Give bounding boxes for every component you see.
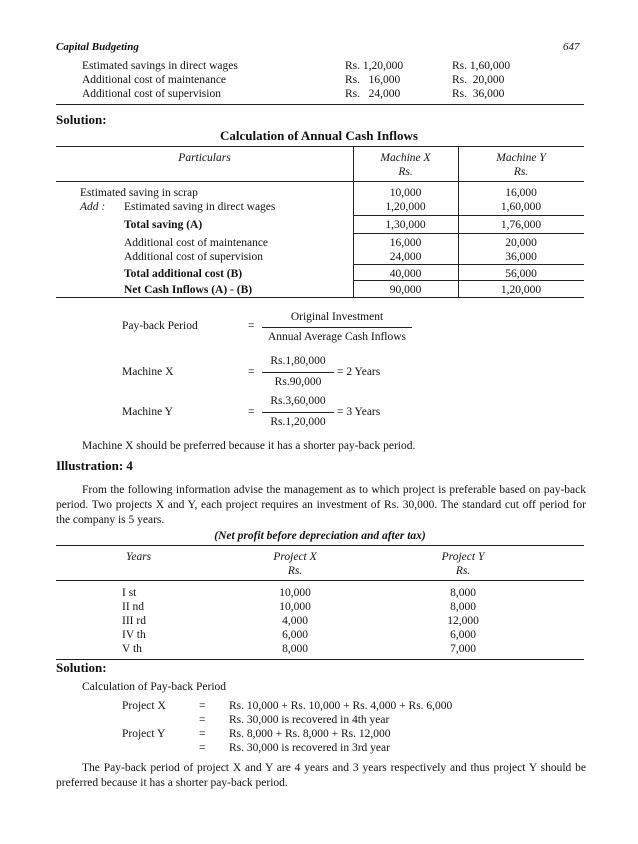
top-row-x: Rs. 24,000 bbox=[345, 88, 401, 100]
table-rule bbox=[56, 181, 584, 182]
cell-y: 56,000 bbox=[505, 268, 537, 280]
divider bbox=[56, 104, 584, 105]
project-y-cell: 12,000 bbox=[447, 615, 479, 627]
fraction-bar bbox=[262, 327, 412, 328]
col-project-y-unit: Rs. bbox=[455, 565, 471, 577]
machine-y-result: = 3 Years bbox=[337, 406, 381, 418]
top-row-y: Rs. 20,000 bbox=[452, 74, 505, 86]
table-rule bbox=[56, 297, 584, 298]
row-label: Estimated saving in direct wages bbox=[124, 201, 276, 213]
table-rule bbox=[56, 659, 584, 660]
running-title: Capital Budgeting bbox=[56, 41, 139, 53]
table-rule bbox=[56, 545, 584, 546]
col-project-y: Project Y bbox=[441, 551, 485, 563]
machine-x-label: Machine X bbox=[122, 366, 174, 378]
fraction-bar bbox=[262, 412, 334, 413]
row-label: Estimated saving in scrap bbox=[80, 187, 198, 199]
col-years: Years bbox=[126, 551, 152, 563]
cell-y: 1,20,000 bbox=[500, 284, 542, 296]
add-label: Add : bbox=[80, 201, 106, 213]
project-y-cell: 8,000 bbox=[450, 601, 476, 613]
machine-x-numerator: Rs.1,80,000 bbox=[270, 355, 326, 367]
payback-label: Pay-back Period bbox=[122, 320, 198, 332]
col-project-x: Project X bbox=[273, 551, 317, 563]
top-row-x: Rs. 1,20,000 bbox=[345, 60, 404, 72]
machine-y-label: Machine Y bbox=[122, 406, 173, 418]
project-x-cell: 6,000 bbox=[282, 629, 308, 641]
project-y-cell: 7,000 bbox=[450, 643, 476, 655]
equals-sign: = bbox=[248, 366, 255, 378]
table-rule bbox=[353, 280, 584, 281]
machine-x-result: = 2 Years bbox=[337, 366, 381, 378]
col-machine-x-unit: Rs. bbox=[398, 166, 413, 178]
cell-x: 1,20,000 bbox=[385, 201, 426, 213]
final-conclusion: The Pay-back period of project X and Y are 4 years and 3 years respectively and thus project Y should be preferred because it has a shorter pay-back period. bbox=[56, 762, 586, 789]
project-x-label: Project X bbox=[122, 700, 166, 712]
project-y-sum: Rs. 8,000 + Rs. 8,000 + Rs. 12,000 bbox=[229, 728, 391, 740]
top-row-label: Estimated savings in direct wages bbox=[82, 60, 238, 72]
year-cell: I st bbox=[122, 587, 137, 599]
cell-x: 1,30,000 bbox=[385, 219, 426, 231]
machine-y-denominator: Rs.1,20,000 bbox=[270, 416, 326, 428]
cell-x: 16,000 bbox=[389, 237, 422, 249]
row-label: Total saving (A) bbox=[124, 219, 203, 231]
payback-denominator: Annual Average Cash Inflows bbox=[267, 331, 407, 343]
year-cell: III rd bbox=[122, 615, 146, 627]
machine-y-numerator: Rs.3,60,000 bbox=[270, 395, 326, 407]
cell-y: 36,000 bbox=[505, 251, 537, 263]
year-cell: II nd bbox=[122, 601, 145, 613]
col-machine-y: Machine Y bbox=[496, 152, 546, 164]
cell-x: 40,000 bbox=[389, 268, 422, 280]
project-y-recovery: Rs. 30,000 is recovered in 3rd year bbox=[229, 742, 390, 754]
project-y-cell: 6,000 bbox=[450, 629, 476, 641]
year-cell: V th bbox=[122, 643, 142, 655]
project-y-label: Project Y bbox=[122, 728, 166, 740]
table-rule bbox=[56, 146, 584, 147]
equals-sign: = bbox=[199, 714, 206, 726]
table-caption: (Net profit before depreciation and after tax) bbox=[214, 530, 426, 542]
project-x-cell: 10,000 bbox=[279, 601, 311, 613]
payback-calc-heading: Calculation of Pay-back Period bbox=[82, 681, 227, 693]
top-row-y: Rs. 1,60,000 bbox=[452, 60, 511, 72]
cell-x: 10,000 bbox=[389, 187, 422, 199]
row-label: Additional cost of maintenance bbox=[124, 237, 269, 249]
col-project-x-unit: Rs. bbox=[287, 565, 303, 577]
cell-x: 90,000 bbox=[389, 284, 422, 296]
top-row-label: Additional cost of supervision bbox=[82, 88, 221, 100]
solution-heading: Solution: bbox=[56, 112, 107, 127]
cell-x: 24,000 bbox=[389, 251, 422, 263]
cell-y: 1,76,000 bbox=[500, 219, 542, 231]
project-y-cell: 8,000 bbox=[450, 587, 476, 599]
project-x-recovery: Rs. 30,000 is recovered in 4th year bbox=[229, 714, 390, 726]
col-machine-x: Machine X bbox=[380, 152, 431, 164]
project-x-cell: 4,000 bbox=[282, 615, 308, 627]
solution-conclusion: Machine X should be preferred because it has a shorter pay-back period. bbox=[82, 440, 416, 452]
illustration-text: From the following information advise the management as to which project is preferable based on pay-back period. Two projects X and Y, each project requires an investment of Rs. 30,000. The standard cut off period for the company is 5 years. bbox=[56, 484, 586, 526]
project-x-sum: Rs. 10,000 + Rs. 10,000 + Rs. 4,000 + Rs. 6,000 bbox=[229, 700, 453, 712]
fraction-bar bbox=[262, 372, 334, 373]
table-title: Calculation of Annual Cash Inflows bbox=[220, 128, 418, 143]
row-label: Additional cost of supervision bbox=[124, 251, 263, 263]
top-row-x: Rs. 16,000 bbox=[345, 74, 401, 86]
table-rule bbox=[353, 233, 584, 234]
top-row-y: Rs. 36,000 bbox=[452, 88, 505, 100]
equals-sign: = bbox=[199, 728, 206, 740]
payback-numerator: Original Investment bbox=[290, 311, 384, 323]
machine-x-denominator: Rs.90,000 bbox=[274, 376, 322, 388]
table-rule bbox=[353, 264, 584, 265]
table-rule bbox=[56, 580, 584, 581]
table-rule bbox=[353, 215, 584, 216]
row-label: Net Cash Inflows (A) - (B) bbox=[124, 284, 253, 296]
page-number: 647 bbox=[563, 41, 580, 53]
cell-y: 16,000 bbox=[505, 187, 537, 199]
project-x-cell: 8,000 bbox=[282, 643, 308, 655]
illustration-heading: Illustration: 4 bbox=[56, 458, 133, 473]
solution-heading: Solution: bbox=[56, 660, 107, 675]
equals-sign: = bbox=[199, 742, 206, 754]
year-cell: IV th bbox=[122, 629, 146, 641]
cell-y: 20,000 bbox=[505, 237, 537, 249]
col-particulars: Particulars bbox=[178, 152, 231, 164]
equals-sign: = bbox=[248, 406, 255, 418]
row-label: Total additional cost (B) bbox=[124, 268, 243, 280]
top-row-label: Additional cost of maintenance bbox=[82, 74, 227, 86]
col-machine-y-unit: Rs. bbox=[513, 166, 529, 178]
project-x-cell: 10,000 bbox=[279, 587, 311, 599]
cell-y: 1,60,000 bbox=[500, 201, 542, 213]
equals-sign: = bbox=[199, 700, 206, 712]
equals-sign: = bbox=[248, 320, 255, 332]
